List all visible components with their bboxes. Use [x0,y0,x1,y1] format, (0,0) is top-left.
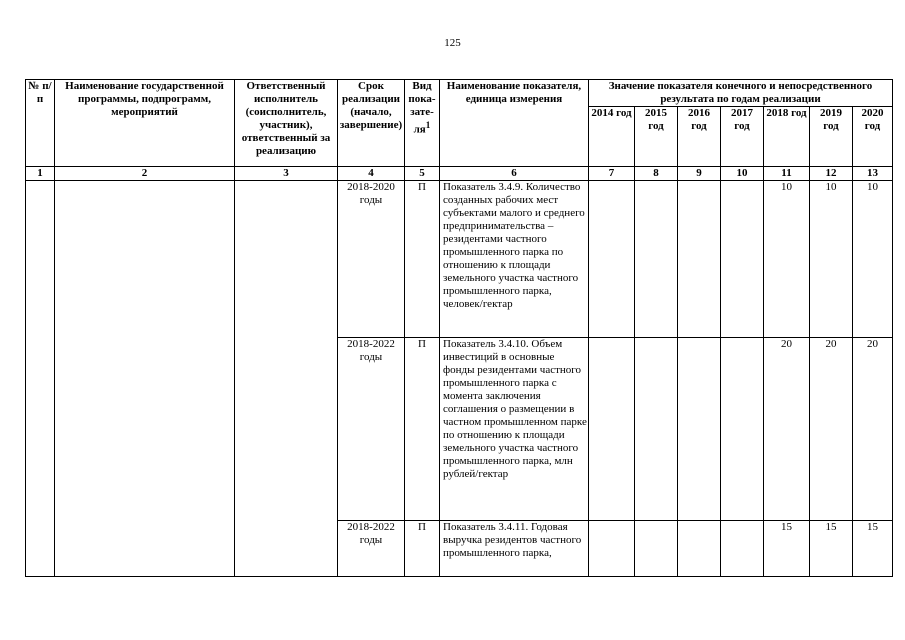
term-cell: 2018-2022 годы [338,521,405,577]
indicator-name-cell: Показатель 3.4.9. Количество созданных рабочих мест субъектами малого и среднего предпринимательства – резидентами частного промышленного парка по отношению к площади земельного участка частного промышленного парка, человек/гектар [440,181,589,338]
page-number: 125 [444,37,461,49]
header-values-group: Значение показателя конечного и непосредственного результата по годам реализации [589,80,893,107]
value-cell [678,181,721,338]
header-year: 2015 год [635,107,678,167]
column-number: 9 [678,167,721,181]
value-cell: 20 [764,338,810,521]
header-indicator-type [405,80,440,167]
table-row [26,181,893,338]
value-cell [678,521,721,577]
column-number: 7 [589,167,635,181]
value-cell [721,338,764,521]
program-name-cell [55,181,235,577]
column-number-row [26,167,893,181]
value-cell: 15 [764,521,810,577]
column-number: 4 [338,167,405,181]
row-no-cell [26,181,55,577]
value-cell [635,181,678,338]
indicator-type-cell: П [405,338,440,521]
column-number: 1 [26,167,55,181]
column-number: 8 [635,167,678,181]
value-cell [589,338,635,521]
value-cell [589,521,635,577]
column-number: 11 [764,167,810,181]
column-number: 10 [721,167,764,181]
indicator-type-cell: П [405,521,440,577]
column-number: 12 [810,167,853,181]
indicators-table [25,79,893,577]
indicator-type-cell: П [405,181,440,338]
value-cell: 20 [853,338,893,521]
header-no: № п/п [26,80,55,167]
value-cell [635,338,678,521]
value-cell: 15 [810,521,853,577]
header-year: 2014 год [589,107,635,167]
value-cell: 10 [853,181,893,338]
header-program-name: Наименование государственной программы, подпрограмм, мероприятий [55,80,235,167]
value-cell [721,521,764,577]
column-number: 2 [55,167,235,181]
value-cell [721,181,764,338]
header-year: 2016 год [678,107,721,167]
column-number: 6 [440,167,589,181]
value-cell [589,181,635,338]
indicator-name-cell: Показатель 3.4.10. Объем инвестиций в основные фонды резидентами частного промышленного парка с момента заключения соглашения о размещении в частном промышленном парке по отношению к площади земельного участка частного промышленного парка, млн рублей/гектар [440,338,589,521]
header-year: 2019 год [810,107,853,167]
value-cell [678,338,721,521]
value-cell [635,521,678,577]
term-cell: 2018-2020 годы [338,181,405,338]
header-indicator-type-text: Вид пока-зате-ля [408,80,436,136]
value-cell: 10 [764,181,810,338]
column-number: 5 [405,167,440,181]
header-term: Срок реализации (начало, завершение) [338,80,405,167]
header-row-1 [26,80,893,107]
executor-cell [235,181,338,577]
term-cell: 2018-2022 годы [338,338,405,521]
column-number: 3 [235,167,338,181]
header-year: 2020 год [853,107,893,167]
header-indicator-name: Наименование показателя, единица измерения [440,80,589,167]
header-executor: Ответственный исполнитель (соисполнитель, участник), ответственный за реализацию [235,80,338,167]
indicator-name-cell: Показатель 3.4.11. Годовая выручка резидентов частного промышленного парка, [440,521,589,577]
header-year: 2017 год [721,107,764,167]
value-cell: 20 [810,338,853,521]
value-cell: 15 [853,521,893,577]
value-cell: 10 [810,181,853,338]
header-indicator-type-footnote: 1 [425,120,431,130]
header-year: 2018 год [764,107,810,167]
column-number: 13 [853,167,893,181]
